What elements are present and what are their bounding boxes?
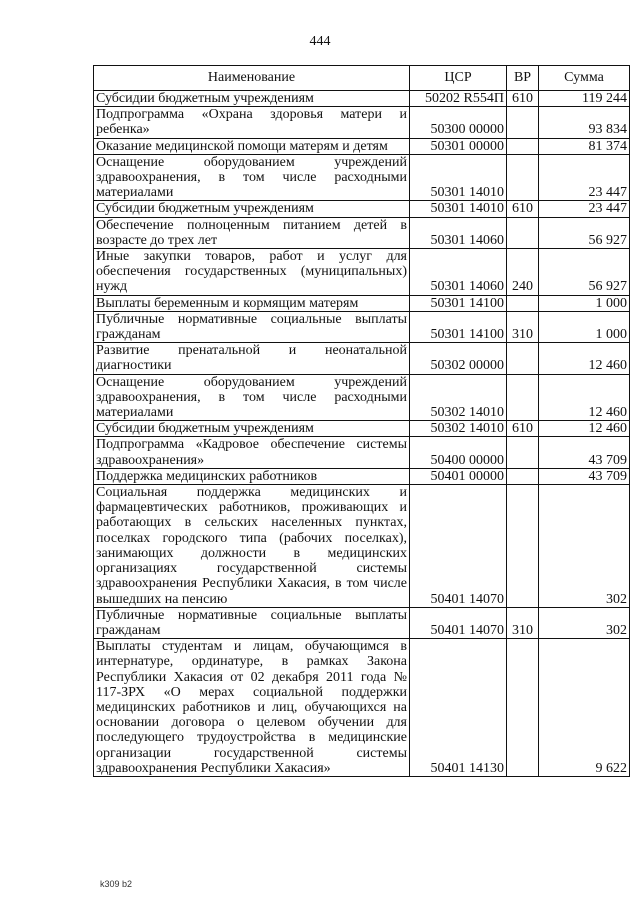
row-name: Социальная поддержка медицинских и фармацевтических работников, проживающих и работающих в сельских населенных пунктах, поселках городского типа (рабочих поселках), занимающих должности в медицинских организациях государственной системы здравоохранения Республики Хакасия, в том числе вышедших на пенсию <box>94 485 410 608</box>
row-name: Обеспечение полноценным питанием детей в возрасте до трех лет <box>94 217 410 248</box>
table-row <box>94 468 630 484</box>
row-sum: 23 447 <box>539 201 630 217</box>
table-row <box>94 437 630 468</box>
table-row <box>94 107 630 138</box>
table-row <box>94 138 630 154</box>
row-csr: 50401 14130 <box>410 639 507 777</box>
row-sum: 56 927 <box>539 217 630 248</box>
row-sum: 43 709 <box>539 437 630 468</box>
table-row <box>94 343 630 374</box>
row-name: Развитие пренатальной и неонатальной диагностики <box>94 343 410 374</box>
header-sum: Сумма <box>539 66 630 91</box>
table-row <box>94 311 630 342</box>
table-row <box>94 201 630 217</box>
header-vr: ВР <box>507 66 539 91</box>
table-row <box>94 639 630 777</box>
row-name: Публичные нормативные социальные выплаты гражданам <box>94 607 410 638</box>
row-sum: 12 460 <box>539 421 630 437</box>
row-sum: 43 709 <box>539 468 630 484</box>
row-sum: 302 <box>539 485 630 608</box>
row-vr <box>507 437 539 468</box>
row-csr: 50301 14060 <box>410 249 507 296</box>
row-vr <box>507 217 539 248</box>
row-vr: 610 <box>507 201 539 217</box>
row-vr: 310 <box>507 607 539 638</box>
row-name: Субсидии бюджетным учреждениям <box>94 201 410 217</box>
row-vr <box>507 639 539 777</box>
row-csr: 50301 14010 <box>410 154 507 201</box>
row-csr: 50401 14070 <box>410 607 507 638</box>
table-row <box>94 374 630 421</box>
table-row <box>94 295 630 311</box>
row-vr: 610 <box>507 421 539 437</box>
row-csr: 50302 14010 <box>410 374 507 421</box>
row-name: Иные закупки товаров, работ и услуг для обеспечения государственных (муниципальных) нужд <box>94 249 410 296</box>
table-row <box>94 421 630 437</box>
row-sum: 23 447 <box>539 154 630 201</box>
row-vr <box>507 107 539 138</box>
table-row <box>94 154 630 201</box>
row-csr: 50400 00000 <box>410 437 507 468</box>
row-name: Подпрограмма «Охрана здоровья матери и ребенка» <box>94 107 410 138</box>
row-csr: 50401 00000 <box>410 468 507 484</box>
row-vr: 310 <box>507 311 539 342</box>
row-sum: 1 000 <box>539 295 630 311</box>
row-sum: 1 000 <box>539 311 630 342</box>
row-vr <box>507 154 539 201</box>
row-sum: 81 374 <box>539 138 630 154</box>
budget-table <box>93 65 630 777</box>
row-vr <box>507 138 539 154</box>
row-name: Выплаты беременным и кормящим матерям <box>94 295 410 311</box>
row-name: Публичные нормативные социальные выплаты гражданам <box>94 311 410 342</box>
table-header-row <box>94 66 630 91</box>
row-sum: 9 622 <box>539 639 630 777</box>
row-vr <box>507 295 539 311</box>
page-number: 444 <box>309 34 331 49</box>
table-row <box>94 217 630 248</box>
row-name: Оказание медицинской помощи матерям и детям <box>94 138 410 154</box>
row-sum: 119 244 <box>539 91 630 107</box>
row-name: Субсидии бюджетным учреждениям <box>94 421 410 437</box>
header-csr: ЦСР <box>410 66 507 91</box>
row-csr: 50301 00000 <box>410 138 507 154</box>
header-name: Наименование <box>94 66 410 91</box>
table-row <box>94 607 630 638</box>
row-sum: 302 <box>539 607 630 638</box>
row-csr: 50300 00000 <box>410 107 507 138</box>
row-csr: 50301 14100 <box>410 311 507 342</box>
row-csr: 50301 14010 <box>410 201 507 217</box>
row-sum: 93 834 <box>539 107 630 138</box>
table-row <box>94 91 630 107</box>
table-row <box>94 485 630 608</box>
row-csr: 50301 14100 <box>410 295 507 311</box>
row-vr <box>507 468 539 484</box>
row-name: Выплаты студентам и лицам, обучающимся в интернатуре, ординатуре, в рамках Закона Республики Хакасия от 02 декабря 2011 года № 117-ЗРХ «О мерах социальной поддержки медицинских работников и лиц, обучающихся на основании договора о целевом обучении для последующего трудоустройства в медицинские организации государственной системы здравоохранения Республики Хакасия» <box>94 639 410 777</box>
row-sum: 12 460 <box>539 343 630 374</box>
row-csr: 50202 R554П <box>410 91 507 107</box>
footer-code: k309 b2 <box>100 879 133 889</box>
row-csr: 50301 14060 <box>410 217 507 248</box>
row-csr: 50302 14010 <box>410 421 507 437</box>
row-sum: 12 460 <box>539 374 630 421</box>
row-csr: 50302 00000 <box>410 343 507 374</box>
row-vr: 240 <box>507 249 539 296</box>
row-name: Субсидии бюджетным учреждениям <box>94 91 410 107</box>
row-name: Оснащение оборудованием учреждений здравоохранения, в том числе расходными материалами <box>94 154 410 201</box>
row-name: Поддержка медицинских работников <box>94 468 410 484</box>
row-vr <box>507 343 539 374</box>
row-sum: 56 927 <box>539 249 630 296</box>
row-vr <box>507 485 539 608</box>
row-name: Оснащение оборудованием учреждений здравоохранения, в том числе расходными материалами <box>94 374 410 421</box>
table-row <box>94 249 630 296</box>
row-name: Подпрограмма «Кадровое обеспечение системы здравоохранения» <box>94 437 410 468</box>
row-vr: 610 <box>507 91 539 107</box>
row-vr <box>507 374 539 421</box>
row-csr: 50401 14070 <box>410 485 507 608</box>
